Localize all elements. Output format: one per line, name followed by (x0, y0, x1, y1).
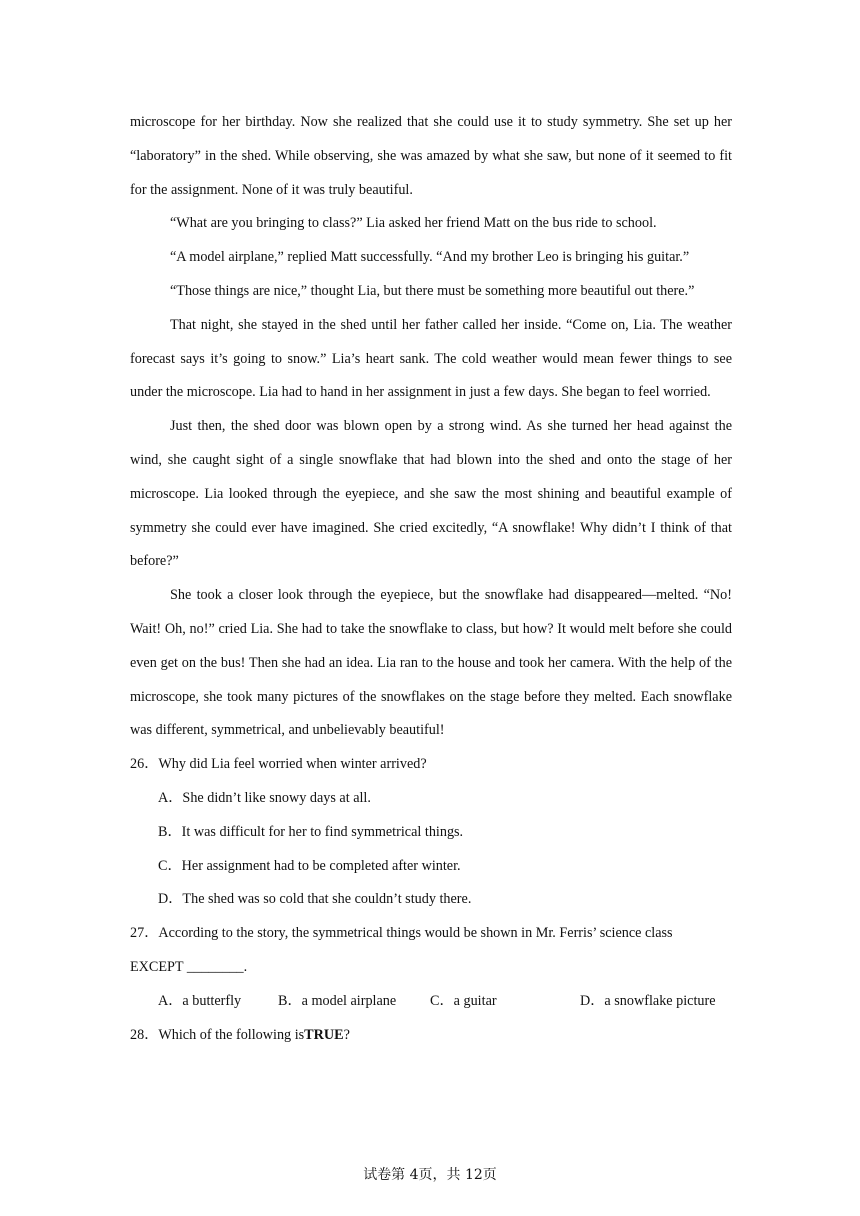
passage-paragraph: Just then, the shed door was blown open by a strong wind. As she turned her head against the wind, she caught sight of a single snowflake that had blown into the shed and onto the stage of her microscope. Lia looked through the eyepiece, and she saw the most shining and beautiful example of symmetry she could ever have imagined. She cried excitedly, “A snowflake! Why didn’t I think of that before?” (130, 418, 732, 570)
option-c: C．a guitar (430, 992, 497, 1009)
question-26 (130, 748, 732, 917)
option-a: A．She didn’t like snowy days at all. (158, 789, 371, 806)
stem-bold: TRUE (304, 1026, 344, 1043)
option-a: A．a butterfly (158, 992, 242, 1009)
page-footer: 试卷第 4页，共 12页 (363, 1167, 497, 1183)
option-c: C．Her assignment had to be completed after winter. (158, 857, 461, 874)
passage-paragraph: She took a closer look through the eyepiece, but the snowflake had disappeared—melted. “No! Wait! Oh, no!” cried Lia. She had to take the snowflake to class, but how? It would melt before she could even get on the bus! Then she had an idea. Lia ran to the house and took her camera. With the help of the microscope, she took many pictures of the snowflakes on the stage before they melted. Each snowflake was different, symmetrical, and unbelievably beautiful! (130, 587, 732, 739)
question-28 (130, 1019, 732, 1053)
question-stem-line2: EXCEPT ________. (130, 958, 248, 975)
option-d: D．a snowflake picture (580, 992, 716, 1009)
passage-paragraph: That night, she stayed in the shed until her father called her inside. “Come on, Lia. The weather forecast says it’s going to snow.” Lia’s heart sank. The cold weather would mean fewer things to see under the microscope. Lia had to hand in her assignment in just a few days. She began to feel worried. (130, 316, 732, 401)
options-row (130, 985, 732, 1019)
option-b: B．It was difficult for her to find symmetrical things. (158, 823, 464, 840)
passage-paragraph: “Those things are nice,” thought Lia, but there must be something more beautiful out there.” (170, 282, 695, 299)
passage-paragraph: “A model airplane,” replied Matt successfully. “And my brother Leo is bringing his guitar.” (170, 249, 690, 266)
question-stem (130, 1019, 732, 1053)
reading-passage (130, 106, 732, 748)
stem-prefix: 28．Which of the following is (130, 1026, 305, 1043)
option-b: B．a model airplane (278, 992, 397, 1009)
option-d: D．The shed was so cold that she couldn’t study there. (158, 891, 472, 908)
passage-paragraph: “What are you bringing to class?” Lia asked her friend Matt on the bus ride to school. (170, 215, 657, 232)
question-27 (130, 917, 732, 1018)
stem-suffix: ? (343, 1026, 350, 1043)
exam-page (130, 106, 732, 1052)
question-stem-line1: 27．According to the story, the symmetrical things would be shown in Mr. Ferris’ science class (130, 925, 673, 942)
question-stem: 26．Why did Lia feel worried when winter arrived? (130, 756, 427, 773)
passage-paragraph: microscope for her birthday. Now she realized that she could use it to study symmetry. She set up her “laboratory” in the shed. While observing, she was amazed by what she saw, but none of it seemed to fit for the assignment. None of it was truly beautiful. (130, 114, 732, 198)
